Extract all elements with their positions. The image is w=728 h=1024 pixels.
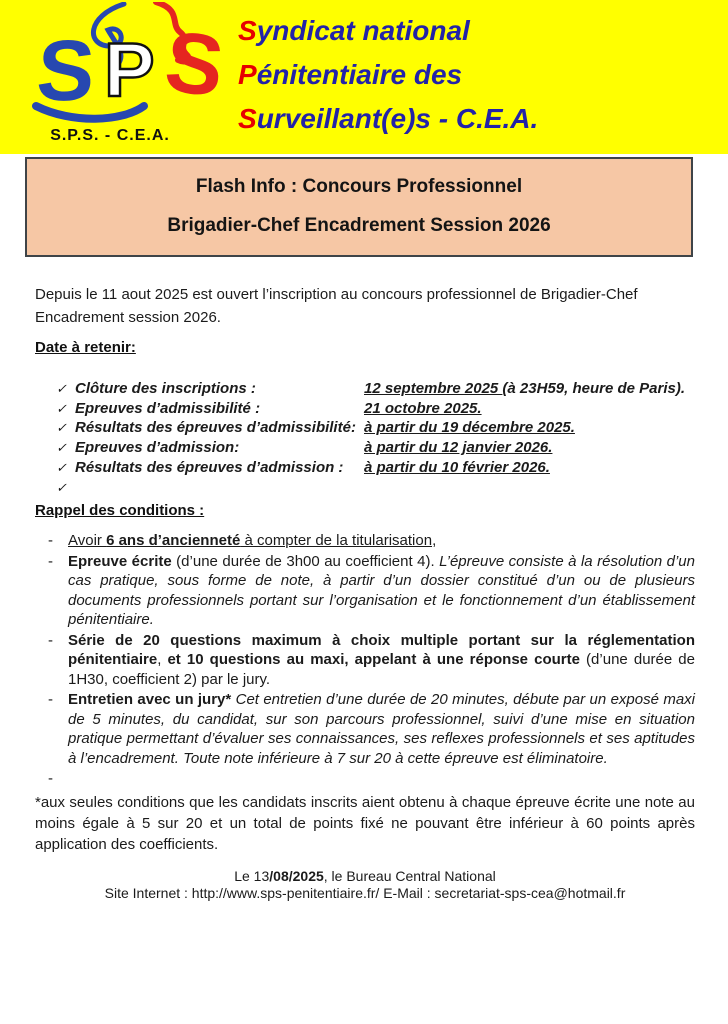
condition-item-text: Série de 20 questions maximum à choix multiple portant sur la réglementation pénitentiaire, et 10 questions au maxi, appelant à une réponse courte (d’une durée de 1H30, coefficient 2) par le jury.: [68, 631, 695, 688]
checkmark-icon: ✓: [56, 440, 67, 456]
checkmark-icon: ✓: [56, 420, 67, 436]
sps-logo-graphic: [20, 2, 240, 124]
condition-list-item: [35, 552, 695, 630]
intro-paragraph: Depuis le 11 aout 2025 est ouvert l’inscription au concours professionnel de Brigadier-Chef Encadrement session 2026.: [35, 286, 638, 326]
checkmark-icon: ✓: [56, 459, 67, 475]
flash-info-banner: [25, 157, 693, 257]
date-item-label: Epreuves d’admissibilité :: [75, 399, 261, 417]
date-item-suffix: (à 23H59, heure de Paris).: [502, 380, 686, 397]
flash-info-subtitle: Brigadier-Chef Encadrement Session 2026: [167, 215, 551, 236]
dash-bullet-icon: -: [48, 532, 53, 550]
logo-caption: S.P.S. - C.E.A.: [50, 127, 170, 144]
dash-bullet-icon: -: [48, 552, 53, 570]
footer-date-suffix: , le Bureau Central National: [323, 867, 496, 884]
footer-date-bold: /08/2025: [269, 867, 324, 884]
condition-list-item: [35, 531, 695, 551]
title-initial: P: [238, 59, 257, 90]
date-item-label: Résultats des épreuves d’admission :: [75, 458, 344, 476]
dash-bullet-icon: -: [48, 691, 53, 709]
title-initial: S: [238, 15, 257, 46]
checkmark-icon: ✓: [56, 479, 67, 495]
union-title-line-1: [238, 9, 538, 53]
condition-item-text: Avoir 6 ans d’ancienneté à compter de la titularisation,: [68, 532, 437, 550]
condition-list-item: [35, 631, 695, 690]
flash-info-title: Flash Info : Concours Professionnel: [195, 176, 523, 197]
date-item-date: à partir du 19 décembre 2025.: [364, 419, 575, 437]
date-item-date: à partir du 10 février 2026.: [364, 458, 550, 476]
date-list-item: [35, 379, 695, 399]
header-band: [0, 0, 728, 154]
union-title-line-3: [238, 97, 538, 141]
checkmark-icon: ✓: [56, 381, 67, 396]
title-rest: énitentiaire des: [256, 59, 463, 90]
date-item-label: Clôture des inscriptions :: [75, 380, 256, 397]
date-item-value: [364, 438, 695, 458]
date-item-label: [75, 478, 364, 498]
condition-item-text: [68, 769, 695, 789]
title-rest: urveillant(e)s - C.E.A.: [256, 103, 539, 134]
date-list-item: [35, 399, 695, 419]
date-list-item: [35, 418, 695, 438]
dates-checklist: [35, 379, 695, 497]
title-rest: yndicat national: [256, 15, 470, 46]
footer-date-line: [35, 868, 695, 886]
date-item-date: à partir du 12 janvier 2026.: [364, 439, 553, 457]
document-body: [0, 283, 728, 903]
date-item-value: [364, 399, 695, 419]
date-list-item: [35, 458, 695, 478]
conditions-section-heading: Rappel des conditions :: [35, 502, 205, 520]
condition-item-text: Entretien avec un jury* Cet entretien d’une durée de 20 minutes, débute par un exposé maxi de 5 minutes, du candidat, sur son parcours professionnel, suivi d’une mise en situation pratique permettant d’évaluer ses connaissances, ses reflexes professionnels et ses aptitudes à l’encadrement. Toute note inférieure à 7 sur 20 à cette épreuve est éliminatoire.: [68, 691, 695, 767]
date-item-label: Epreuves d’admission:: [75, 439, 240, 457]
sps-logo: [0, 0, 238, 154]
logo-letter-p: P: [104, 28, 155, 113]
dash-bullet-icon: -: [48, 631, 53, 649]
union-title: [238, 0, 538, 154]
date-item-value: [364, 478, 695, 498]
logo-letter-s2: S: [160, 13, 229, 116]
condition-list-item: [35, 769, 695, 789]
logo-letter-s1: S: [33, 23, 98, 119]
title-initial: S: [238, 103, 257, 134]
dash-bullet-icon: -: [48, 770, 53, 788]
date-list-item: [35, 438, 695, 458]
footnote-paragraph: *aux seules conditions que les candidats inscrits aient obtenu à chaque épreuve écrite une note au moins égale à 5 sur 20 et un total de points fixé ne pouvant être inférieur à 60 points après application des coefficients.: [35, 793, 695, 853]
date-item-value: [364, 418, 695, 438]
date-item-value: [364, 379, 695, 399]
checkmark-icon: ✓: [56, 400, 67, 416]
date-item-value: [364, 458, 695, 478]
footer-contact-line: Site Internet : http://www.sps-penitentiaire.fr/ E-Mail : secretariat-sps-cea@hotmail.fr: [104, 885, 626, 902]
condition-list-item: [35, 690, 695, 768]
date-list-item: [35, 478, 695, 498]
date-item-date: 21 octobre 2025.: [364, 399, 482, 417]
document-footer: [35, 868, 695, 903]
condition-item-text: Epreuve écrite (d’une durée de 3h00 au coefficient 4). L’épreuve consiste à la résolution d’un cas pratique, sous forme de note, à partir d’un dossier constitué d’un ou de plusieurs documents professionnels portant sur l’organisation et le fonctionnement d’un établissement pénitentiaire.: [68, 552, 695, 629]
date-item-date: 12 septembre 2025: [364, 380, 503, 397]
dates-section-heading: Date à retenir:: [35, 339, 136, 356]
date-item-label: Résultats des épreuves d’admissibilité:: [75, 419, 356, 437]
conditions-list: [35, 531, 695, 789]
union-title-line-2: [238, 53, 538, 97]
footer-date-prefix: Le 13: [234, 867, 270, 884]
